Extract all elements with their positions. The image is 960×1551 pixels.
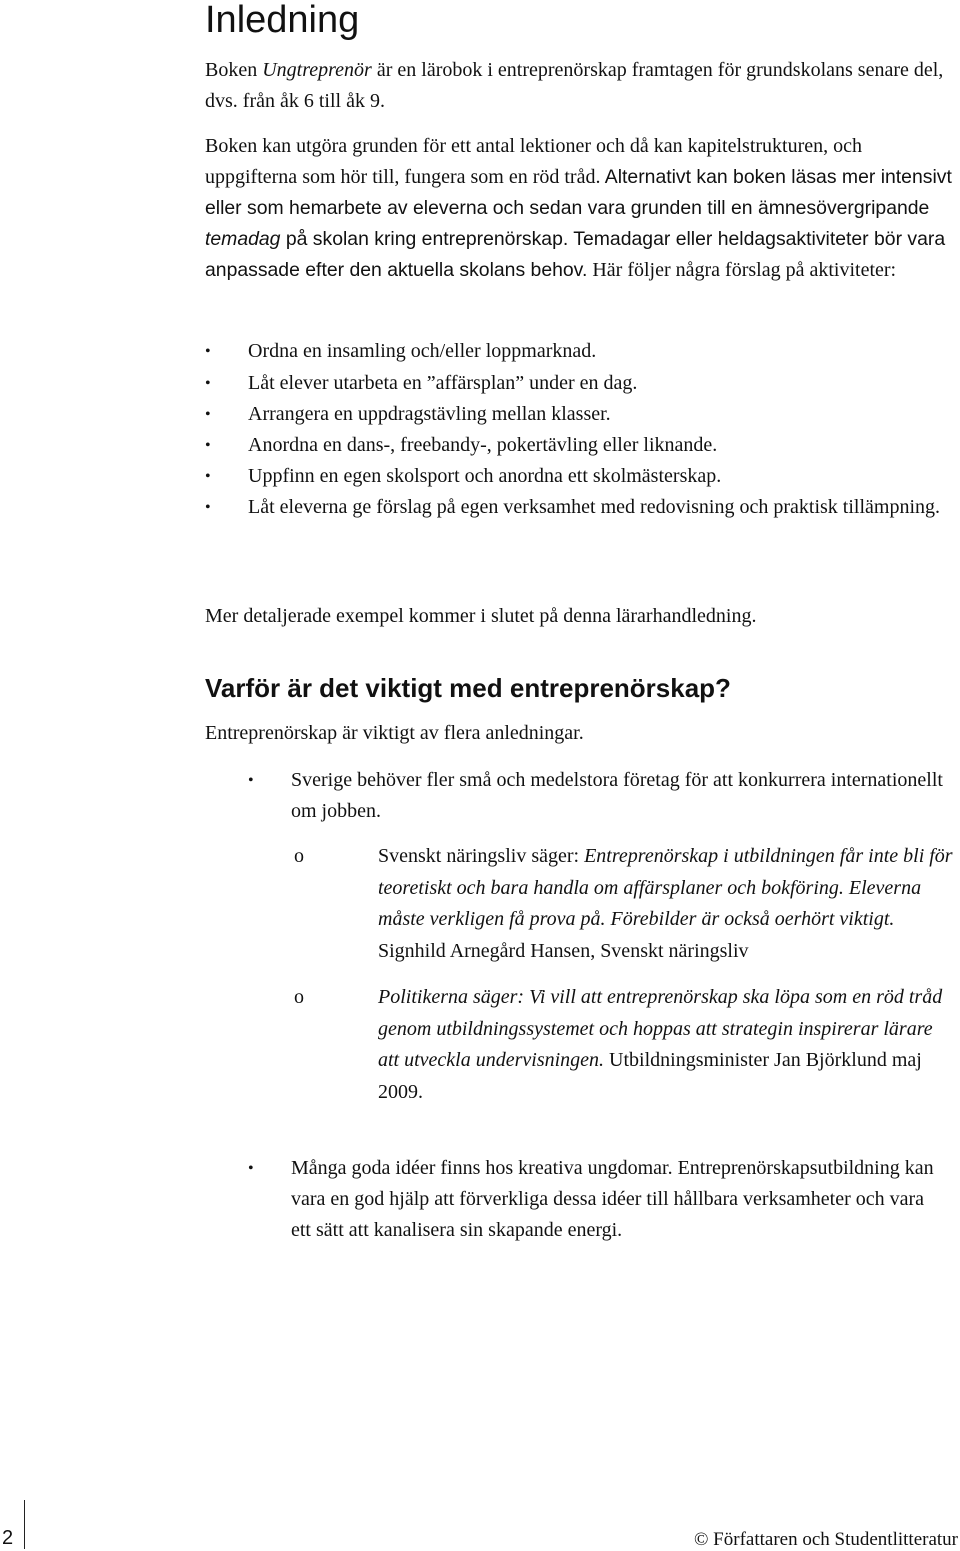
quote-source: Signhild Arnegård Hansen, Svenskt näringsliv	[378, 939, 749, 962]
list-item-text: Många goda idéer finns hos kreativa ungdomar. Entreprenörskapsutbildning kan vara en god hjälp att förverkliga dessa idéer till hållbara verksamheter och vara ett sätt att kanalisera sin skapande energi.	[291, 1157, 934, 1241]
intro-paragraph-1	[205, 55, 957, 117]
intro-text: på skolan kring entreprenörskap. Temadagar eller heldagsaktiviteter bör vara anpassade efter den aktuella skolans behov.	[205, 228, 946, 281]
quote-source: Utbildningsminister Jan Björklund maj 2009.	[378, 1049, 922, 1103]
section-heading: Varför är det viktigt med entreprenörskap?	[205, 673, 731, 703]
bullet-icon: •	[205, 405, 211, 423]
reasons-list	[248, 765, 948, 827]
intro-text: Boken kan utgöra grunden för ett antal lektioner och då kan kapitelstrukturen, och uppgifterna som hör till, fungera som en röd tråd.	[205, 135, 863, 188]
quote-text: Politikerna säger: Vi vill att entreprenörskap ska löpa som en röd tråd genom utbildningssystemet och hoppas att strategin inspirerar lärare att utveckla undervisningen.	[378, 986, 943, 1071]
list-item	[205, 368, 955, 399]
list-item	[248, 1153, 948, 1246]
list-item-text: Låt elever utarbeta en ”affärsplan” under en dag.	[248, 371, 638, 394]
circle-bullet-icon: o	[294, 986, 304, 1008]
bullet-icon: •	[248, 1160, 254, 1177]
list-item	[205, 492, 955, 523]
list-item	[205, 336, 955, 367]
list-item-text: Arrangera en uppdragstävling mellan klasser.	[248, 402, 611, 425]
emphasis-text: temadag	[205, 228, 281, 250]
activity-list	[205, 336, 955, 523]
list-item	[205, 430, 955, 461]
footer-divider	[24, 1500, 25, 1549]
quote-text: Entreprenörskap i utbildningen får inte bli för teoretiskt och bara handla om affärsplaner och bokföring. Eleverna måste verkligen få prova på. Förebilder är också oerhört viktigt.	[378, 845, 953, 930]
list-item-text: Låt eleverna ge förslag på egen verksamhet med redovisning och praktisk tillämpning.	[248, 495, 941, 518]
list-item-text: Uppfinn en egen skolsport och anordna ett skolmästerskap.	[248, 464, 722, 487]
section-lead: Entreprenörskap är viktigt av flera anledningar.	[205, 722, 584, 744]
page-title: Inledning	[205, 0, 360, 41]
bullet-icon: •	[205, 374, 211, 392]
more-examples-text: Mer detaljerade exempel kommer i slutet på denna lärarhandledning.	[205, 605, 757, 627]
intro-text: är en lärobok i entreprenörskap framtagen för grundskolans senare del, dvs. från åk 6 till åk 9.	[205, 59, 944, 112]
bullet-icon: •	[205, 498, 211, 516]
intro-text: Boken	[205, 59, 263, 81]
book-title: Ungtreprenör	[262, 59, 372, 81]
quote-item	[294, 841, 958, 967]
bullet-icon: •	[205, 467, 211, 485]
reasons-list-2	[248, 1153, 948, 1246]
list-item-text: Anordna en dans-, freebandy-, pokertävling eller liknande.	[248, 433, 718, 456]
bullet-icon: •	[205, 343, 211, 360]
list-item	[205, 461, 955, 492]
quote-lead: Svenskt näringsliv säger:	[378, 845, 585, 867]
list-item	[248, 765, 948, 827]
intro-text: Alternativt kan boken läsas mer intensivt eller som hemarbete av eleverna och sedan vara grunden till en ämnesövergripande	[205, 166, 952, 219]
intro-text: Här följer några förslag på aktiviteter:	[587, 259, 897, 281]
page-number: 2	[2, 1527, 14, 1549]
list-item-text: Sverige behöver fler små och medelstora företag för att konkurrera internationellt om jobben.	[291, 769, 943, 822]
quote-list	[294, 841, 958, 1108]
bullet-icon: •	[205, 436, 211, 454]
list-item-text: Ordna en insamling och/eller loppmarknad.	[248, 340, 597, 362]
bullet-icon: •	[248, 772, 254, 789]
intro-paragraph-2	[205, 131, 957, 286]
footer-copyright: © Författaren och Studentlitteratur	[694, 1529, 958, 1550]
quote-item	[294, 982, 958, 1108]
circle-bullet-icon: o	[294, 845, 304, 867]
list-item	[205, 399, 955, 430]
